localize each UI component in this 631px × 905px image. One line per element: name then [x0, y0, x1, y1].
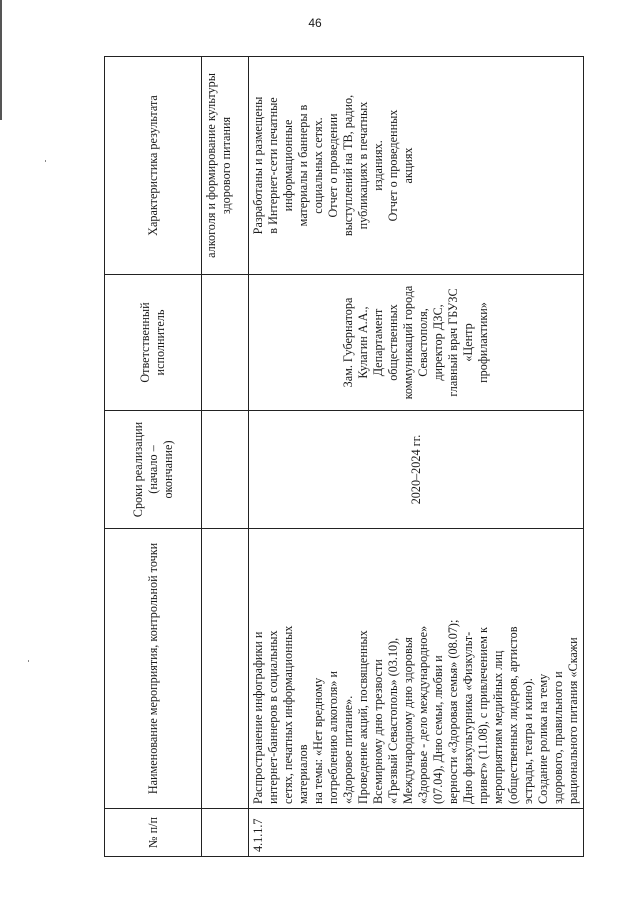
responsible-line: главный врач ГБУЗС — [446, 288, 460, 397]
activity-line: верности «Здоровая семья» (08.07); — [446, 619, 460, 804]
result-line: материалы и баннеры в — [296, 104, 310, 227]
cell-result — [249, 57, 584, 275]
activity-line: «Здоровье - дело международное» — [416, 625, 430, 804]
activity-line: (07.04), Дню семьи, любви и — [431, 655, 445, 804]
responsible-line: «Центр — [461, 323, 475, 362]
activity-line: эстрады, театра и кино). — [521, 678, 535, 804]
page-number: 46 — [308, 16, 322, 30]
result-line: акциях — [401, 147, 415, 184]
activity-line: Создание ролика на тему — [536, 673, 550, 804]
responsible-line: Зам. Губернатора — [341, 297, 355, 388]
header-row — [105, 57, 202, 857]
cell-activity — [249, 529, 584, 809]
responsible-line: Кулагин А.А., — [356, 306, 370, 379]
result-line: изданиях. — [371, 140, 385, 191]
responsible-line: Севастополя, — [416, 308, 430, 377]
cell-period: 2020–2024 гг. — [249, 411, 584, 529]
header-result: Характеристика результата — [105, 57, 202, 275]
header-responsible: Ответственный исполнитель — [105, 275, 202, 411]
result-line: информационные — [281, 119, 295, 212]
activity-line: Распространение инфографики и — [251, 631, 265, 804]
activity-line: потреблению алкоголя» и — [326, 671, 340, 804]
activity-line: «Здоровое питание». — [341, 695, 355, 804]
activity-line: Международному дню здоровья — [401, 637, 415, 804]
activity-line: Всемирному дню трезвости — [371, 659, 385, 804]
cell-result-continued: алкоголя и формирование культуры здорового питания — [202, 57, 249, 275]
activity-line: Дню физкультурника «Физкульт- — [461, 631, 475, 804]
activity-line: рационального питания «Скажи — [566, 637, 580, 804]
cell-empty — [202, 411, 249, 529]
activity-text — [251, 533, 581, 804]
cell-responsible — [249, 275, 584, 411]
result-line: социальных сетях. — [311, 117, 325, 214]
cell-empty — [202, 275, 249, 411]
activity-line: сетях, печатных информационных — [281, 625, 295, 804]
result-line: Разработаны и размещены — [251, 96, 265, 235]
table-row — [249, 57, 584, 857]
responsible-line: коммуникаций города — [401, 285, 415, 400]
activity-line: Проведение акций, посвященных — [356, 630, 370, 804]
activity-line: на темы: «Нет вредному — [311, 677, 325, 804]
activity-line: мероприятиям медийных лиц — [491, 650, 505, 804]
activity-line: (общественных лидеров, артистов — [506, 626, 520, 804]
responsible-text — [341, 279, 491, 406]
activity-line: материалов — [296, 744, 310, 804]
header-number: № п/п — [105, 809, 202, 857]
scan-speck — [45, 160, 46, 162]
header-activity: Наименование мероприятия, контрольной точки — [105, 529, 202, 809]
rotated-table-frame — [104, 57, 580, 857]
responsible-line: общественных — [386, 304, 400, 381]
activity-line: интернет-баннеров в социальных — [266, 630, 280, 804]
scan-edge-line — [0, 0, 2, 120]
cell-number: 4.1.1.7 — [249, 809, 584, 857]
cell-empty — [202, 529, 249, 809]
rotated-table-content — [104, 57, 580, 857]
activity-line: «Трезвый Севастополь» (03.10), — [386, 637, 400, 804]
responsible-line: директор ДЗС, — [431, 304, 445, 381]
result-text — [251, 61, 416, 270]
activity-line: здорового, правильного и — [551, 671, 565, 804]
result-line: Отчет о проведении — [326, 113, 340, 218]
result-line: Отчет о проведенных — [386, 109, 400, 222]
activity-line: привет» (11.08), с привлечением к — [476, 627, 490, 804]
result-line: публикациях в печатных — [356, 101, 370, 230]
responsible-line: профилактики» — [476, 302, 490, 383]
table-row-continued — [202, 57, 249, 857]
result-line: в Интернет-сети печатные — [266, 97, 280, 234]
plan-table — [104, 56, 584, 857]
result-line: выступлений на ТВ, радио, — [341, 94, 355, 237]
header-period: Сроки реализации (начало – окончание) — [105, 411, 202, 529]
cell-empty — [202, 809, 249, 857]
responsible-line: Департамент — [371, 308, 385, 377]
scan-speck — [28, 660, 29, 662]
